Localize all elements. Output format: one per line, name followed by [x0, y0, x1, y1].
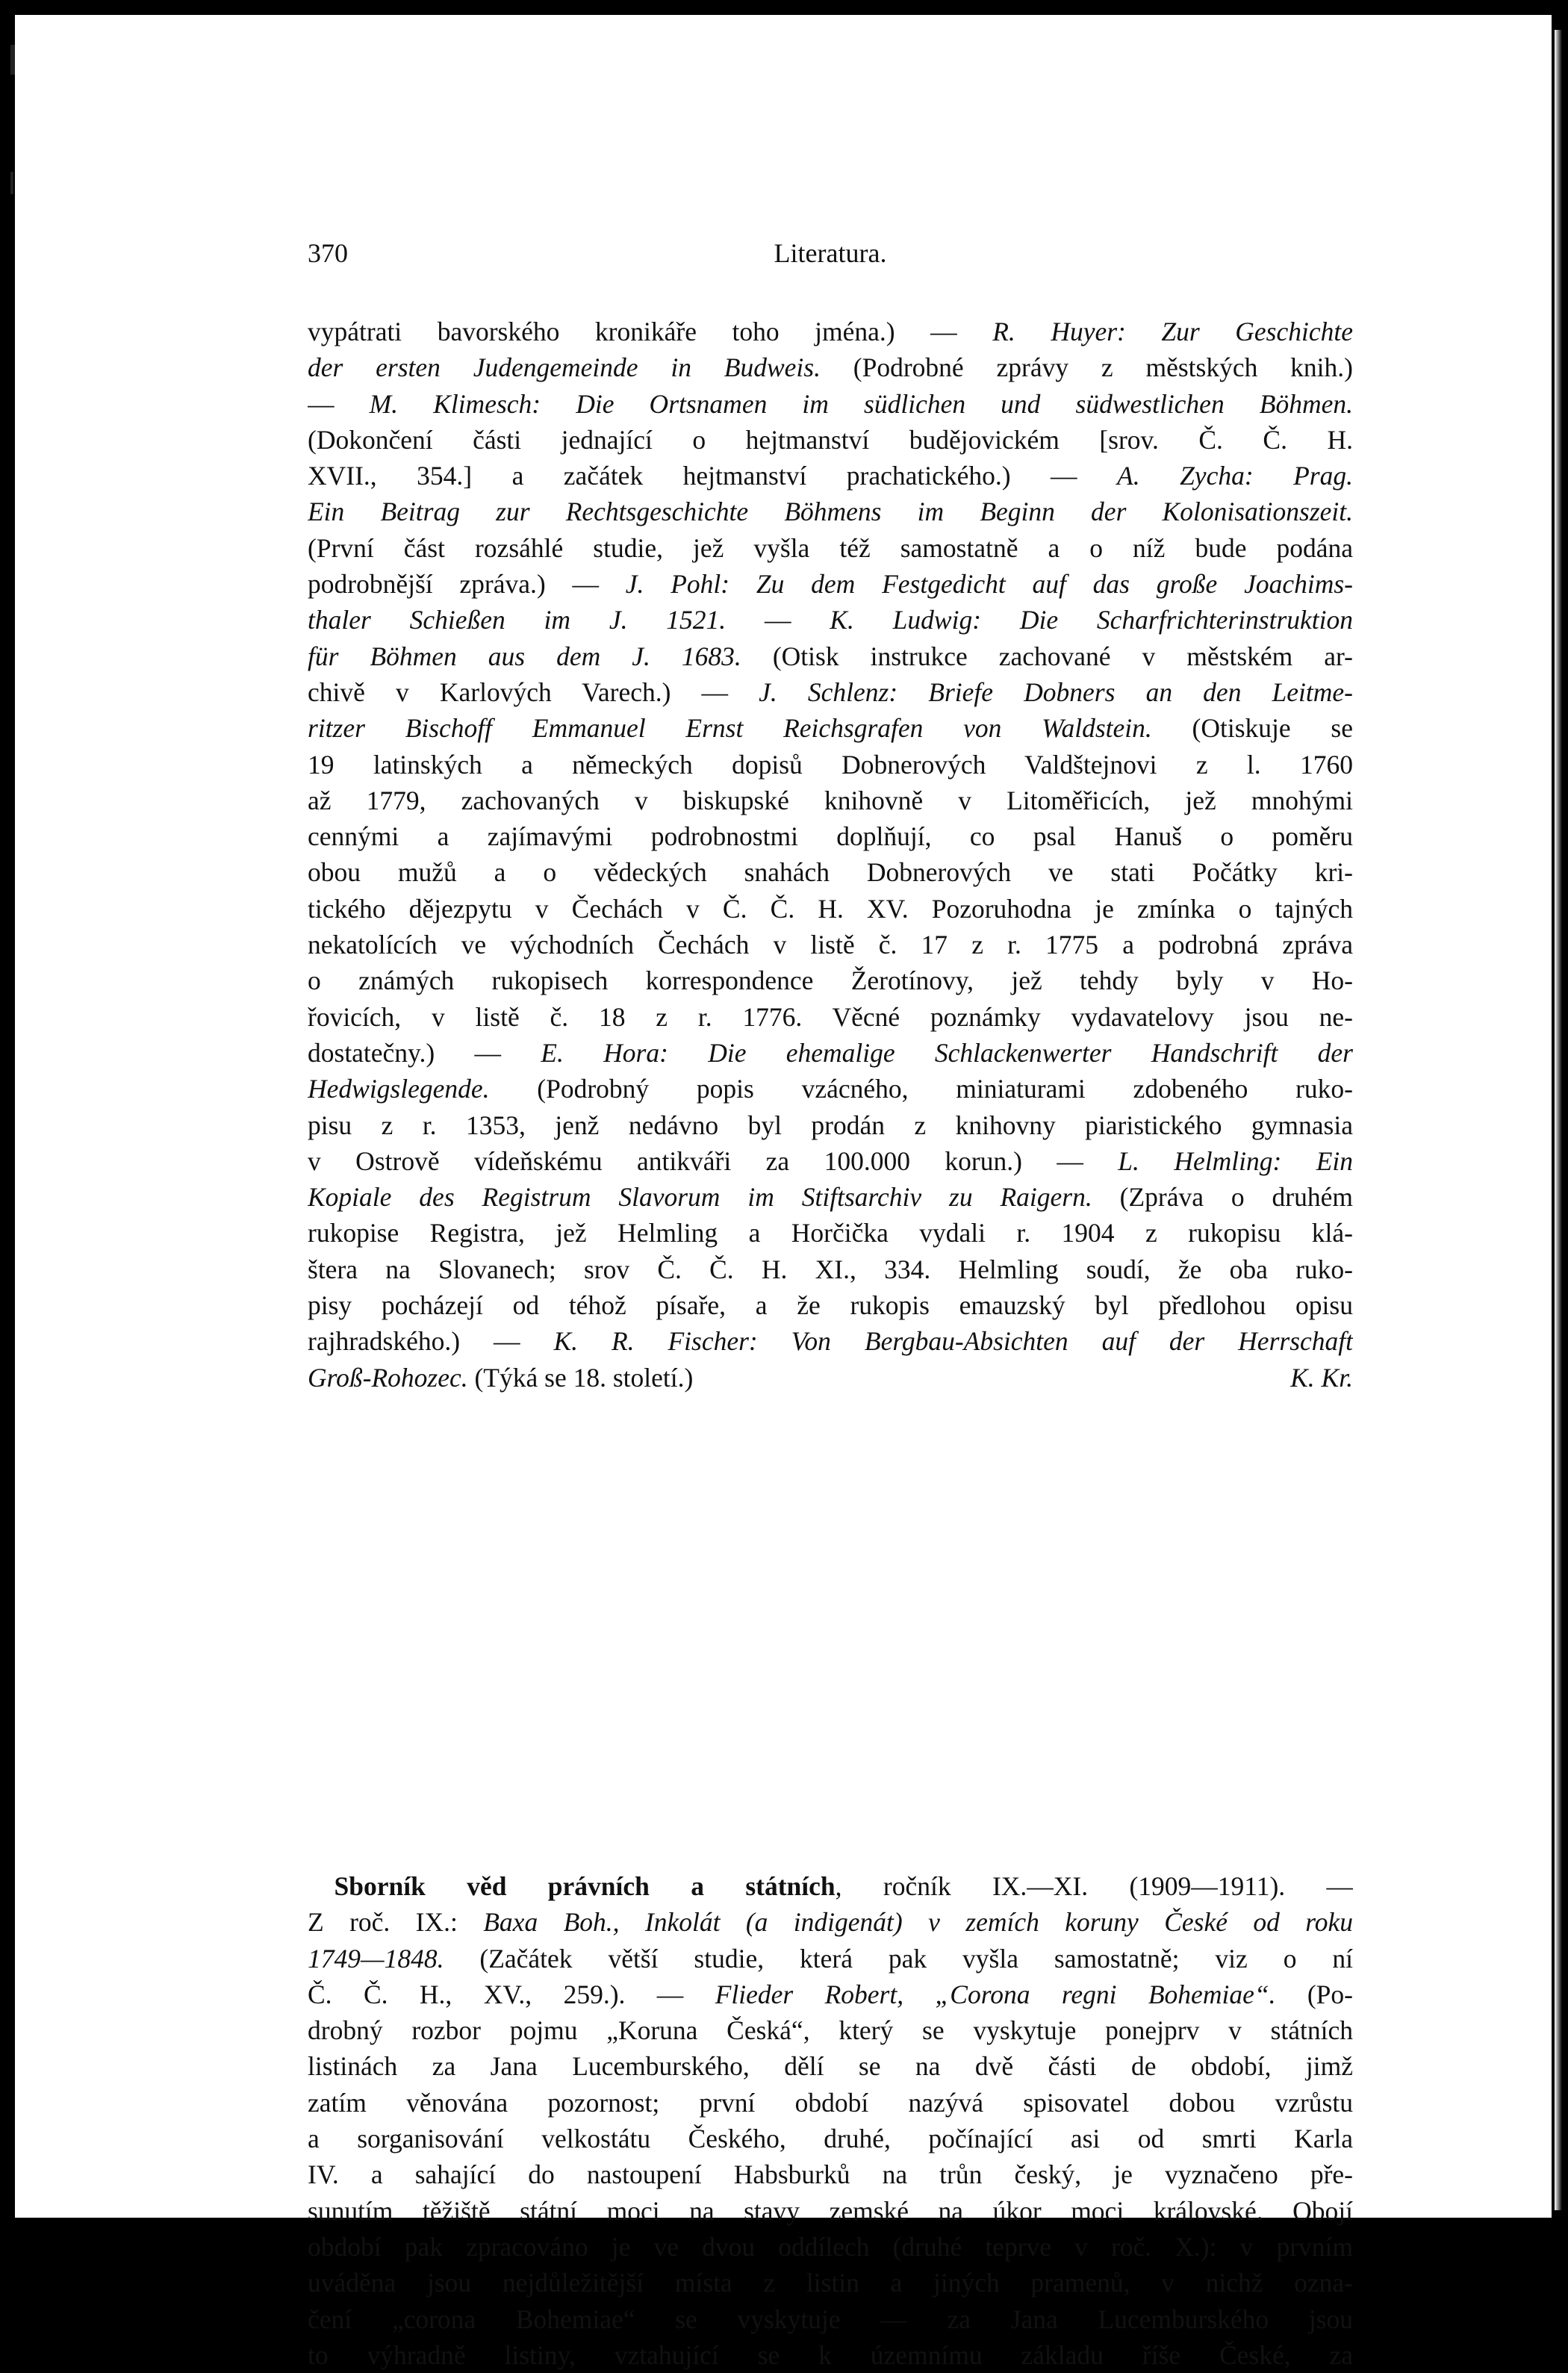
text-line: v Ostrově vídeňskému antikváři za 100.000 korun.) — L. Helmling: Ein	[308, 1145, 1353, 1176]
text-line: (Dokončení části jednající o hejtmanství budějovickém [srov. Č. Č. H.	[308, 424, 1353, 455]
text-line: für Böhmen aus dem J. 1683. (Otisk instrukce zachované v městském ar-	[308, 641, 1353, 671]
text-line: drobný rozbor pojmu „Koruna Česká“, který se vyskytuje ponejprv v státních	[308, 2015, 1353, 2046]
text-line: tického dějezpytu v Čechách v Č. Č. H. XV. Pozoruhodna je zmínka o tajných	[308, 893, 1353, 924]
text-line: Groß-Rohozec. (Týká se 18. století.) K. Kr.	[308, 1360, 1353, 1396]
page-header-title: Literatura.	[774, 238, 887, 268]
scan-margin-mark	[10, 45, 15, 75]
text-line: zatím věnována pozornost; první období nazývá spisovatel dobou vzrůstu	[308, 2087, 1353, 2118]
text-line: podrobnější zpráva.) — J. Pohl: Zu dem Festgedicht auf das große Joachims-	[308, 569, 1353, 600]
text-line: ritzer Bischoff Emmanuel Ernst Reichsgrafen von Waldstein. (Otiskuje se	[308, 713, 1353, 744]
text-line: řovicích, v listě č. 18 z r. 1776. Věcné poznámky vydavatelovy jsou ne-	[308, 1001, 1353, 1032]
text-line: der ersten Judengemeinde in Budweis. (Podrobné zprávy z městských knih.)	[308, 352, 1353, 383]
author-signature: K. Kr.	[1290, 1362, 1353, 1393]
text-line: 1749—1848. (Začátek větší studie, která pak vyšla samostatně; viz o ní	[308, 1943, 1353, 1974]
text-line: pisy pocházejí od téhož písaře, a že rukopis emauzský byl předlohou opisu	[308, 1290, 1353, 1321]
text-line: to výhradně listiny, vztahující se k územnímu základu říše České, za	[308, 2339, 1353, 2370]
page-edge-shadow	[1555, 30, 1562, 2210]
text-line: štera na Slovanech; srov Č. Č. H. XI., 334. Helmling soudí, že oba ruko-	[308, 1254, 1353, 1284]
text-line: Z roč. IX.: Baxa Boh., Inkolát (a indigenát) v zemích koruny České od roku	[308, 1907, 1353, 1938]
text-line: čení „corona Bohemiae“ se vyskytuje — za Jana Lucemburského jsou	[308, 2304, 1353, 2334]
text-line: Ein Beitrag zur Rechtsgeschichte Böhmens im Beginn der Kolonisationszeit.	[308, 497, 1353, 527]
text-line: pisu z r. 1353, jenž nedávno byl prodán z knihovny piaristického gymnasia	[308, 1110, 1353, 1140]
scan-margin-mark	[10, 172, 13, 194]
literature-paragraph-1	[308, 314, 1353, 1396]
text-line: — M. Klimesch: Die Ortsnamen im südlichen und südwestlichen Böhmen.	[308, 388, 1353, 419]
text-line: cennými a zajímavými podrobnostmi doplňují, co psal Hanuš o poměru	[308, 821, 1353, 852]
text-line: Č. Č. H., XV., 259.). — Flieder Robert, „Corona regni Bohemiae“. (Po-	[308, 1979, 1353, 2009]
text-line: 19 latinských a německých dopisů Dobnerových Valdštejnovi z l. 1760	[308, 749, 1353, 780]
text-line: vypátrati bavorského kronikáře toho jména.) — R. Huyer: Zur Geschichte	[308, 317, 1353, 346]
text-line: nekatolících ve východních Čechách v listě č. 17 z r. 1775 a podrobná zpráva	[308, 930, 1353, 960]
text-line: až 1779, zachovaných v biskupské knihovně v Litoměřicích, jež mnohými	[308, 785, 1353, 815]
page-number: 370	[308, 238, 348, 268]
text-line: uváděna jsou nejdůležitější místa z listin a jiných pramenů, v nichž ozna-	[308, 2268, 1353, 2298]
running-head	[308, 237, 1353, 282]
text-line: rajhradského.) — K. R. Fischer: Von Bergbau-Absichten auf der Herrschaft	[308, 1326, 1353, 1357]
text-line: sunutím těžiště státní moci na stavy zemské na úkor moci královské. Obojí	[308, 2195, 1353, 2226]
text-line: (První část rozsáhlé studie, jež vyšla též samostatně a o níž bude podána	[308, 532, 1353, 563]
text-line: chivě v Karlových Varech.) — J. Schlenz: Briefe Dobners an den Leitme-	[308, 677, 1353, 707]
text-line: IV. a sahající do nastoupení Habsburků na trůn český, je vyznačeno pře-	[308, 2159, 1353, 2190]
text-line: a sorganisování velkostátu Českého, druhé, počínající asi od smrti Karla	[308, 2124, 1353, 2154]
text-line: obou mužů a o vědeckých snahách Dobnerových ve stati Počátky kri-	[308, 857, 1353, 888]
text-line: rukopise Registra, jež Helmling a Horčička vydali r. 1904 z rukopisu klá-	[308, 1218, 1353, 1248]
text-line: listinách za Jana Lucemburského, dělí se na dvě části de období, jimž	[308, 2051, 1353, 2082]
literature-paragraph-2	[308, 1868, 1353, 2373]
text-line: Hedwigslegende. (Podrobný popis vzácného, miniaturami zdobeného ruko-	[308, 1074, 1353, 1104]
text-line: období pak zpracováno je ve dvou oddílech (druhé teprve v roč. X.): v prvním	[308, 2231, 1353, 2262]
text-line: Sborník věd právních a státních, ročník IX.—XI. (1909—1911). —	[334, 1871, 1353, 1901]
text-line: XVII., 354.] a začátek hejtmanství prachatického.) — A. Zycha: Prag.	[308, 461, 1353, 491]
text-line: thaler Schießen im J. 1521. — K. Ludwig: Die Scharfrichterinstruktion	[308, 605, 1353, 635]
text-line: Kopiale des Registrum Slavorum im Stiftsarchiv zu Raigern. (Zpráva o druhém	[308, 1182, 1353, 1213]
text-line: dostatečny.) — E. Hora: Die ehemalige Schlackenwerter Handschrift der	[308, 1037, 1353, 1068]
text-line: o známých rukopisech korrespondence Žerotínovy, jež tehdy byly v Ho-	[308, 965, 1353, 996]
